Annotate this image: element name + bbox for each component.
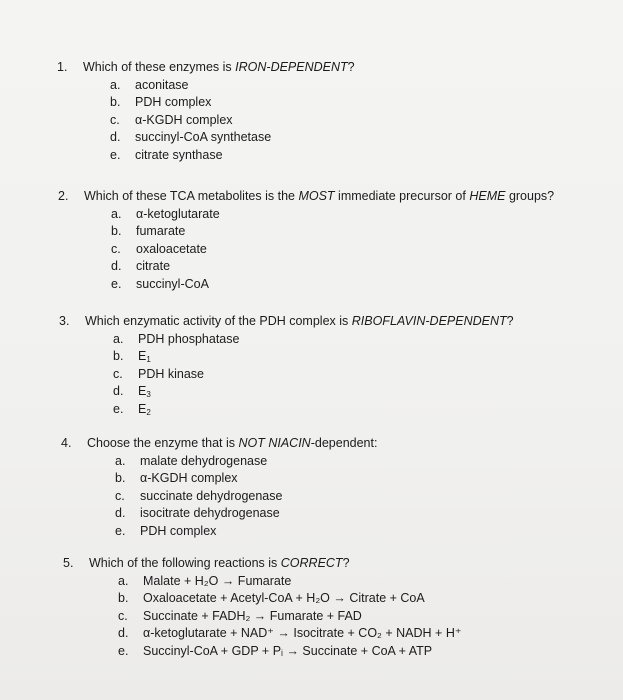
option-letter: d. — [118, 626, 129, 640]
option-letter: b. — [113, 349, 124, 363]
option-letter: d. — [110, 130, 121, 144]
option-text: Succinyl-CoA + GDP + Pᵢ → Succinate + CoA + ATP — [143, 643, 433, 658]
question-3 — [59, 313, 514, 418]
question-4-stem: 4. Choose the enzyme that is NOT NIACIN-dependent: — [61, 435, 377, 453]
option-c[interactable] — [111, 241, 554, 259]
option-letter: c. — [118, 608, 128, 623]
option-text: Malate + H₂O → Fumarate — [143, 573, 292, 588]
option-d[interactable] — [110, 129, 355, 147]
option-d[interactable] — [113, 383, 514, 401]
subscript: 2 — [146, 407, 151, 417]
option-list — [113, 331, 514, 419]
option-text: aconitase — [135, 77, 189, 92]
option-c[interactable] — [118, 608, 461, 626]
option-text: α-ketoglutarate + NAD⁺ → Isocitrate + CO₂ + NADH + H⁺ — [143, 626, 462, 640]
option-a[interactable] — [111, 206, 554, 224]
option-text: succinyl-CoA — [136, 276, 209, 291]
option-list — [115, 453, 377, 541]
option-list — [118, 573, 461, 661]
emphasis: NOT NIACIN — [238, 436, 311, 450]
option-letter: a. — [111, 206, 122, 221]
option-text: isocitrate dehydrogenase — [140, 506, 280, 520]
option-letter: e. — [115, 523, 126, 538]
question-4 — [61, 435, 377, 540]
option-d[interactable] — [118, 625, 461, 643]
option-text: PDH kinase — [138, 366, 204, 381]
option-text: Oxaloacetate + Acetyl-CoA + H₂O → Citrate + CoA — [143, 591, 425, 605]
option-list — [111, 206, 554, 294]
option-text: α-ketoglutarate — [136, 206, 220, 221]
option-letter: a. — [115, 453, 126, 468]
option-a[interactable] — [118, 573, 461, 591]
option-c[interactable] — [110, 112, 355, 130]
question-1 — [57, 59, 355, 164]
option-e[interactable] — [115, 523, 377, 541]
option-text: citrate — [136, 259, 171, 273]
option-e[interactable] — [113, 401, 514, 419]
option-letter: d. — [113, 384, 124, 398]
question-number: 5. — [63, 556, 74, 570]
option-b[interactable] — [110, 94, 355, 112]
option-text: citrate synthase — [135, 147, 223, 162]
question-5 — [63, 555, 461, 660]
option-text: E — [138, 401, 147, 416]
option-letter: c. — [113, 366, 123, 381]
question-5-stem: 5. Which of the following reactions is CORRECT? — [63, 555, 461, 573]
option-text: E — [138, 384, 147, 398]
option-e[interactable] — [111, 276, 554, 294]
question-number: 2. — [58, 189, 69, 203]
question-number: 4. — [61, 436, 72, 450]
option-letter: a. — [110, 77, 121, 92]
option-text: PDH complex — [140, 523, 217, 538]
option-a[interactable] — [115, 453, 377, 471]
emphasis: RIBOFLAVIN-DEPENDENT — [351, 314, 507, 328]
option-letter: c. — [115, 488, 125, 503]
emphasis: IRON-DEPENDENT — [235, 60, 348, 74]
emphasis: HEME — [469, 189, 506, 203]
option-letter: e. — [110, 147, 121, 162]
option-letter: e. — [113, 401, 124, 416]
option-text: fumarate — [136, 224, 186, 238]
subscript: 1 — [146, 355, 151, 364]
option-a[interactable] — [113, 331, 514, 349]
question-3-stem: 3. Which enzymatic activity of the PDH complex is RIBOFLAVIN-DEPENDENT? — [59, 313, 514, 331]
option-b[interactable] — [113, 348, 514, 366]
option-list — [110, 77, 355, 165]
option-e[interactable] — [118, 643, 461, 661]
question-1-stem: 1. Which of these enzymes is IRON-DEPENDENT? — [57, 59, 355, 77]
option-d[interactable] — [115, 505, 377, 523]
option-c[interactable] — [113, 366, 514, 384]
question-number: 1. — [57, 60, 68, 74]
option-text: α-KGDH complex — [135, 112, 233, 127]
option-text: malate dehydrogenase — [140, 453, 268, 468]
option-d[interactable] — [111, 258, 554, 276]
option-letter: d. — [115, 506, 126, 520]
option-letter: b. — [111, 224, 122, 238]
option-text: succinate dehydrogenase — [140, 488, 283, 503]
emphasis: MOST — [298, 189, 335, 203]
option-b[interactable] — [118, 590, 461, 608]
option-letter: c. — [111, 241, 121, 256]
option-text: E — [138, 349, 147, 363]
question-2-stem: 2. Which of these TCA metabolites is the MOST immediate precursor of HEME groups? — [58, 188, 554, 206]
option-text: PDH complex — [135, 95, 212, 109]
option-text: succinyl-CoA synthetase — [135, 130, 272, 144]
question-number: 3. — [59, 314, 70, 328]
option-e[interactable] — [110, 147, 355, 165]
option-letter: a. — [113, 331, 124, 346]
option-text: α-KGDH complex — [140, 471, 238, 485]
option-b[interactable] — [111, 223, 554, 241]
option-letter: c. — [110, 112, 120, 127]
option-letter: b. — [110, 95, 121, 109]
option-letter: e. — [111, 276, 122, 291]
option-text: oxaloacetate — [136, 241, 207, 256]
option-a[interactable] — [110, 77, 355, 95]
option-text: PDH phosphatase — [138, 331, 240, 346]
option-b[interactable] — [115, 470, 377, 488]
subscript: 3 — [146, 390, 151, 399]
question-2 — [58, 188, 554, 293]
emphasis: CORRECT — [280, 556, 343, 570]
option-letter: b. — [118, 591, 129, 605]
option-letter: a. — [118, 573, 129, 588]
option-letter: b. — [115, 471, 126, 485]
option-letter: e. — [118, 643, 129, 658]
option-text: Succinate + FADH₂ → Fumarate + FAD — [143, 608, 362, 623]
option-c[interactable] — [115, 488, 377, 506]
option-letter: d. — [111, 259, 122, 273]
